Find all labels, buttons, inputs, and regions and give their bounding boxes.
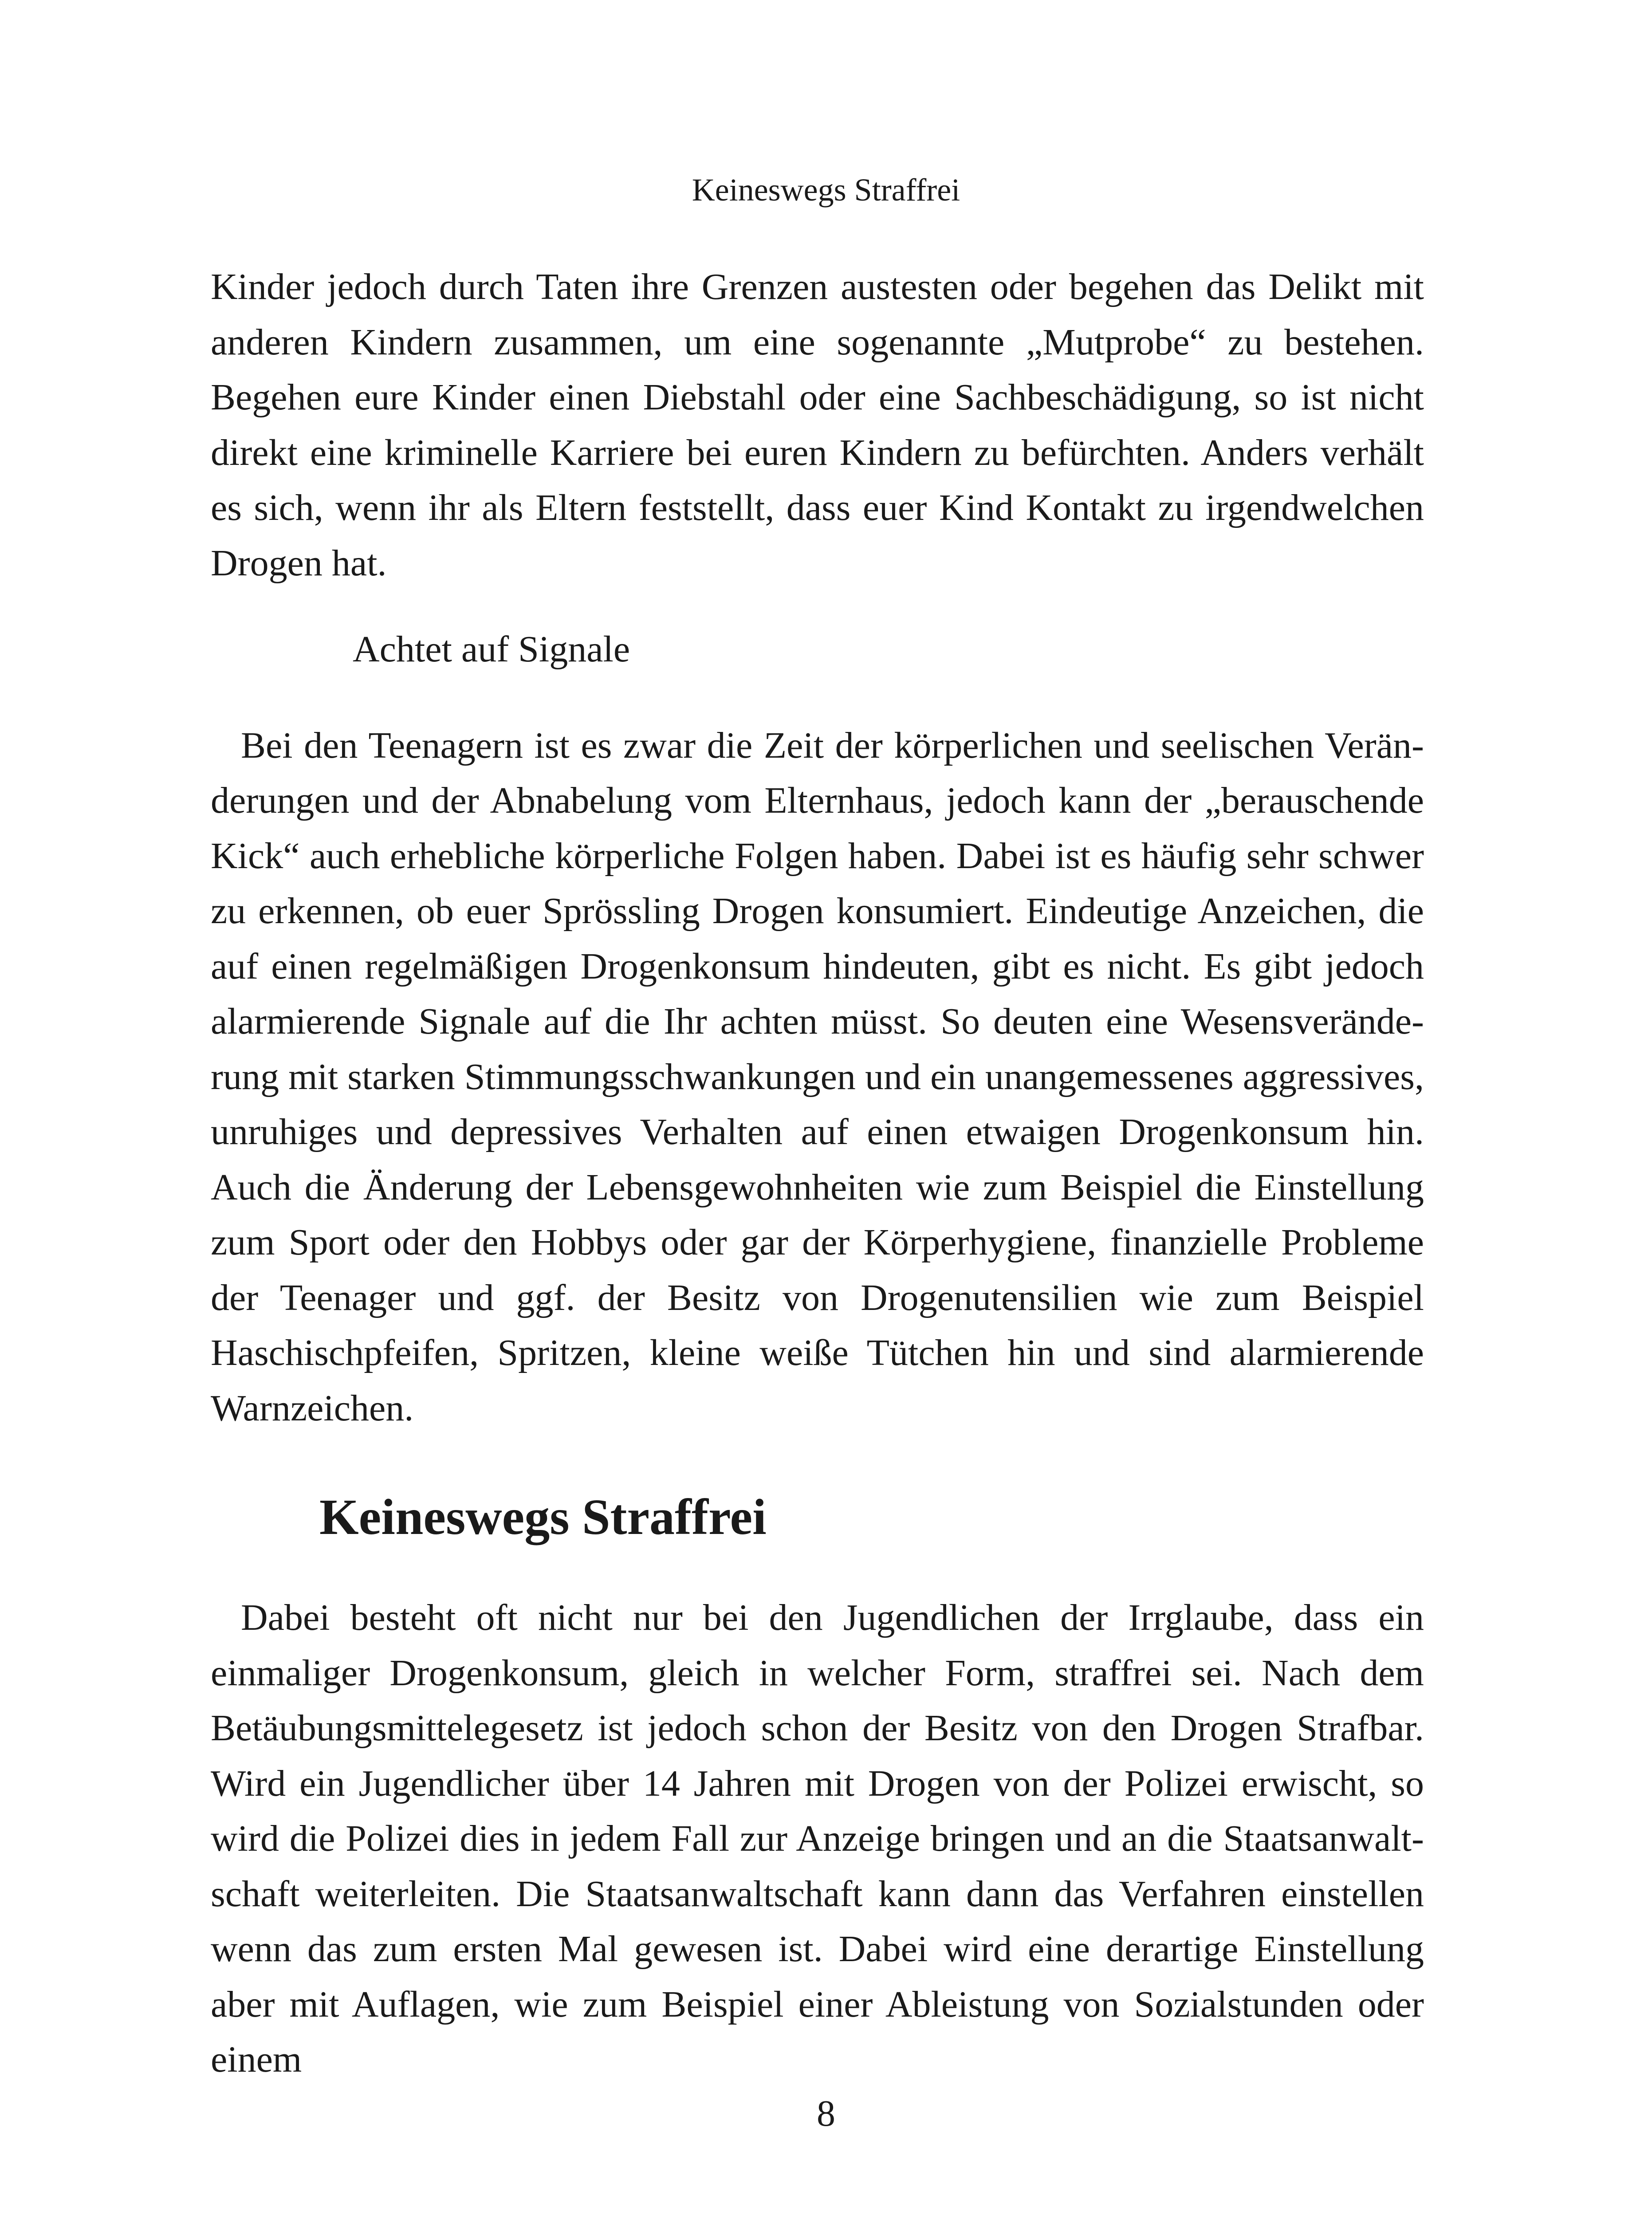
- subheading: Achtet auf Signale: [353, 629, 630, 670]
- running-header: Keineswegs Straffrei: [692, 172, 960, 208]
- paragraph-2: Bei den Teenagern ist es zwar die Zeit der körperlichen und seelischen Veränderungen und der Abnabelung vom Elternhaus, jedoch kann der „berauschende Kick“ auch erhebliche körperliche Folgen haben. Dabei ist es häufig sehr schwer zu erkennen, ob euer Sprössling Drogen konsumiert. Eindeutige Anzeichen, die auf einen regelmäßigen Drogenkonsum hindeuten, gibt es nicht. Es gibt jedoch alarmierende Signale auf die Ihr achten müsst. So deuten eine Wesensveränderung mit starken Stimmungsschwankungen und ein unangemessenes aggressives, unruhiges und depressives Verhalten auf einen etwaigen Drogenkonsum hin. Auch die Änderung der Lebensgewohnheiten wie zum Beispiel die Einstellung zum Sport oder den Hobbys oder gar der Körperhygiene, finanzielle Probleme der Teenager und ggf. der Besitz von Drogenutensilien wie zum Beispiel Haschischpfeifen, Spritzen, kleine weiße Tütchen hin und sind alarmierende Warnzeichen.: [211, 724, 1424, 1429]
- page-number: 8: [817, 2093, 835, 2134]
- body-text: [211, 260, 1424, 2088]
- section-heading: Keineswegs Straffrei: [319, 1489, 767, 1545]
- paragraph-1: Kinder jedoch durch Taten ihre Grenzen austesten oder begehen das Delikt mit anderen Kindern zusammen, um eine sogenannte „Mutprobe“ zu bestehen. Begehen eure Kinder einen Diebstahl oder eine Sachbeschädigung, so ist nicht direkt eine kriminelle Karriere bei euren Kindern zu befürchten. Anders verhält es sich, wenn ihr als Eltern feststellt, dass euer Kind Kontakt zu irgendwelchen Drogen hat.: [211, 266, 1424, 584]
- paragraph-3: Dabei besteht oft nicht nur bei den Jugendlichen der Irrglaube, dass ein einmaliger Drogenkonsum, gleich in welcher Form, straffrei sei. Nach dem Betäubungsmittelegesetz ist jedoch schon der Besitz von den Drogen Strafbar. Wird ein Jugendlicher über 14 Jahren mit Drogen von der Polizei erwischt, so wird die Polizei dies in jedem Fall zur Anzeige bringen und an die Staatsanwaltschaft weiterleiten. Die Staatsanwaltschaft kann dann das Verfahren einstellen wenn das zum ersten Mal gewesen ist. Dabei wird eine derartige Einstellung aber mit Auflagen, wie zum Beispiel einer Ableistung von Sozialstunden oder einem: [211, 1597, 1424, 2080]
